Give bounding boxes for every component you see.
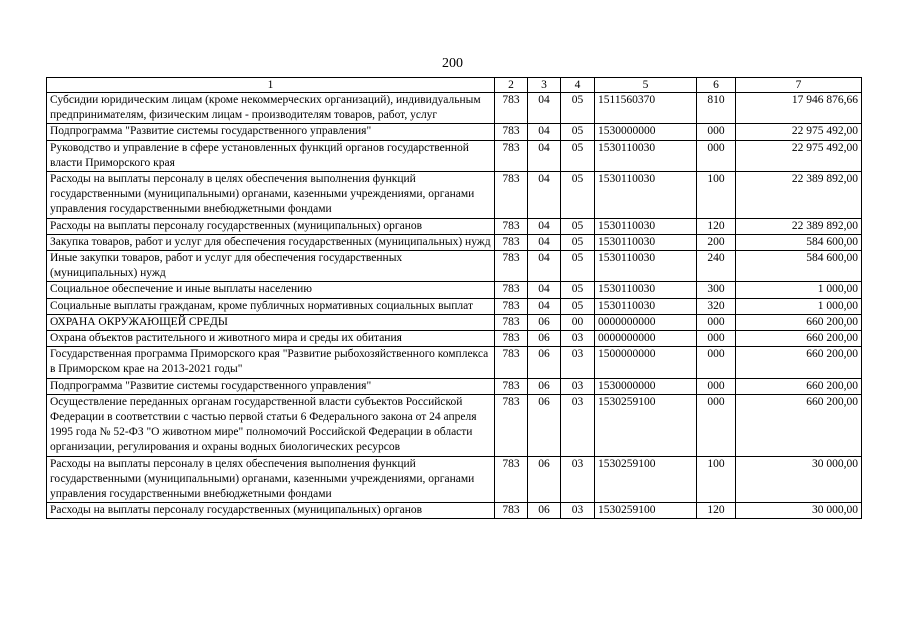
amount-cell: 22 389 892,00: [736, 218, 862, 234]
amount-cell: 30 000,00: [736, 456, 862, 503]
target-article-cell: 1530110030: [595, 282, 697, 298]
amount-cell: 22 975 492,00: [736, 140, 862, 171]
column-header: 6: [697, 78, 736, 93]
ministry-code-cell: 783: [495, 347, 528, 378]
subsection-code-cell: 05: [561, 140, 595, 171]
subsection-code-cell: 03: [561, 503, 595, 519]
expense-type-cell: 000: [697, 331, 736, 347]
target-article-cell: 1530110030: [595, 172, 697, 219]
table-row: [47, 282, 862, 298]
column-header: 5: [595, 78, 697, 93]
section-code-cell: 04: [528, 124, 561, 140]
row-name-cell: Социальные выплаты гражданам, кроме публичных нормативных социальных выплат: [47, 298, 495, 314]
subsection-code-cell: 03: [561, 331, 595, 347]
ministry-code-cell: 783: [495, 503, 528, 519]
expense-type-cell: 000: [697, 314, 736, 330]
amount-cell: 30 000,00: [736, 503, 862, 519]
expense-type-cell: 000: [697, 140, 736, 171]
target-article-cell: 1530259100: [595, 456, 697, 503]
column-header: 4: [561, 78, 595, 93]
section-code-cell: 04: [528, 234, 561, 250]
amount-cell: 660 200,00: [736, 314, 862, 330]
section-code-cell: 06: [528, 331, 561, 347]
target-article-cell: 1530110030: [595, 251, 697, 282]
section-code-cell: 04: [528, 172, 561, 219]
expense-type-cell: 100: [697, 456, 736, 503]
subsection-code-cell: 05: [561, 282, 595, 298]
table-row: [47, 124, 862, 140]
table-row: [47, 218, 862, 234]
subsection-code-cell: 05: [561, 93, 595, 124]
table-row: [47, 314, 862, 330]
expense-type-cell: 000: [697, 124, 736, 140]
target-article-cell: 1530000000: [595, 378, 697, 394]
table-row: [47, 234, 862, 250]
expense-type-cell: 300: [697, 282, 736, 298]
row-name-cell: ОХРАНА ОКРУЖАЮЩЕЙ СРЕДЫ: [47, 314, 495, 330]
section-code-cell: 06: [528, 378, 561, 394]
section-code-cell: 06: [528, 314, 561, 330]
target-article-cell: 1530259100: [595, 394, 697, 456]
table-row: [47, 93, 862, 124]
ministry-code-cell: 783: [495, 251, 528, 282]
amount-cell: 660 200,00: [736, 347, 862, 378]
row-name-cell: Подпрограмма "Развитие системы государственного управления": [47, 124, 495, 140]
ministry-code-cell: 783: [495, 140, 528, 171]
column-header: 1: [47, 78, 495, 93]
section-code-cell: 04: [528, 282, 561, 298]
expense-type-cell: 320: [697, 298, 736, 314]
target-article-cell: 1530110030: [595, 218, 697, 234]
target-article-cell: 1511560370: [595, 93, 697, 124]
section-code-cell: 06: [528, 347, 561, 378]
subsection-code-cell: 03: [561, 394, 595, 456]
section-code-cell: 04: [528, 140, 561, 171]
target-article-cell: 0000000000: [595, 331, 697, 347]
ministry-code-cell: 783: [495, 172, 528, 219]
row-name-cell: Закупка товаров, работ и услуг для обеспечения государственных (муниципальных) нужд: [47, 234, 495, 250]
ministry-code-cell: 783: [495, 124, 528, 140]
page-number: 200: [442, 56, 463, 71]
table-row: [47, 331, 862, 347]
table-row: [47, 140, 862, 171]
ministry-code-cell: 783: [495, 456, 528, 503]
section-code-cell: 04: [528, 298, 561, 314]
amount-cell: 584 600,00: [736, 251, 862, 282]
section-code-cell: 04: [528, 251, 561, 282]
subsection-code-cell: 05: [561, 218, 595, 234]
table-row: [47, 347, 862, 378]
row-name-cell: Расходы на выплаты персоналу государственных (муниципальных) органов: [47, 503, 495, 519]
table-row: [47, 251, 862, 282]
row-name-cell: Охрана объектов растительного и животного мира и среды их обитания: [47, 331, 495, 347]
section-code-cell: 06: [528, 456, 561, 503]
row-name-cell: Расходы на выплаты персоналу в целях обеспечения выполнения функций государственными (муниципальными) органами, казенными учреждениями, органами управления государственными внебюджетными фондами: [47, 172, 495, 219]
subsection-code-cell: 05: [561, 251, 595, 282]
row-name-cell: Осуществление переданных органам государственной власти субъектов Российской Федерации в соответствии с частью первой статьи 6 Федерального закона от 24 апреля 1995 года № 52-ФЗ "О животном мире" полномочий Российской Федерации в области организации, регулирования и охраны водных биологических ресурсов: [47, 394, 495, 456]
expense-type-cell: 120: [697, 503, 736, 519]
budget-table: [46, 77, 862, 519]
table-row: [47, 378, 862, 394]
subsection-code-cell: 03: [561, 456, 595, 503]
amount-cell: 584 600,00: [736, 234, 862, 250]
amount-cell: 660 200,00: [736, 378, 862, 394]
amount-cell: 22 389 892,00: [736, 172, 862, 219]
column-header: 3: [528, 78, 561, 93]
expense-type-cell: 000: [697, 347, 736, 378]
subsection-code-cell: 00: [561, 314, 595, 330]
ministry-code-cell: 783: [495, 378, 528, 394]
row-name-cell: Иные закупки товаров, работ и услуг для обеспечения государственных (муниципальных) нужд: [47, 251, 495, 282]
amount-cell: 17 946 876,66: [736, 93, 862, 124]
target-article-cell: 1530000000: [595, 124, 697, 140]
subsection-code-cell: 05: [561, 298, 595, 314]
table-row: [47, 172, 862, 219]
expense-type-cell: 200: [697, 234, 736, 250]
row-name-cell: Расходы на выплаты персоналу в целях обеспечения выполнения функций государственными (муниципальными) органами, казенными учреждениями, органами управления государственными внебюджетными фондами: [47, 456, 495, 503]
section-code-cell: 06: [528, 503, 561, 519]
section-code-cell: 04: [528, 218, 561, 234]
subsection-code-cell: 05: [561, 234, 595, 250]
expense-type-cell: 120: [697, 218, 736, 234]
header-row: [47, 78, 862, 93]
table-row: [47, 298, 862, 314]
ministry-code-cell: 783: [495, 93, 528, 124]
subsection-code-cell: 03: [561, 378, 595, 394]
amount-cell: 1 000,00: [736, 298, 862, 314]
amount-cell: 660 200,00: [736, 394, 862, 456]
row-name-cell: Подпрограмма "Развитие системы государственного управления": [47, 378, 495, 394]
expense-type-cell: 000: [697, 394, 736, 456]
target-article-cell: 0000000000: [595, 314, 697, 330]
table-row: [47, 503, 862, 519]
expense-type-cell: 810: [697, 93, 736, 124]
expense-type-cell: 240: [697, 251, 736, 282]
ministry-code-cell: 783: [495, 298, 528, 314]
target-article-cell: 1530110030: [595, 234, 697, 250]
target-article-cell: 1530110030: [595, 298, 697, 314]
ministry-code-cell: 783: [495, 218, 528, 234]
ministry-code-cell: 783: [495, 331, 528, 347]
expense-type-cell: 100: [697, 172, 736, 219]
target-article-cell: 1500000000: [595, 347, 697, 378]
expense-type-cell: 000: [697, 378, 736, 394]
amount-cell: 660 200,00: [736, 331, 862, 347]
row-name-cell: Социальное обеспечение и иные выплаты населению: [47, 282, 495, 298]
ministry-code-cell: 783: [495, 394, 528, 456]
column-header: 2: [495, 78, 528, 93]
row-name-cell: Расходы на выплаты персоналу государственных (муниципальных) органов: [47, 218, 495, 234]
ministry-code-cell: 783: [495, 282, 528, 298]
subsection-code-cell: 05: [561, 172, 595, 219]
table-row: [47, 456, 862, 503]
table-row: [47, 394, 862, 456]
amount-cell: 22 975 492,00: [736, 124, 862, 140]
row-name-cell: Руководство и управление в сфере установленных функций органов государственной власти Приморского края: [47, 140, 495, 171]
row-name-cell: Государственная программа Приморского края "Развитие рыбохозяйственного комплекса в Приморском крае на 2013-2021 годы": [47, 347, 495, 378]
row-name-cell: Субсидии юридическим лицам (кроме некоммерческих организаций), индивидуальным предпринимателям, физическим лицам - производителям товаров, работ, услуг: [47, 93, 495, 124]
subsection-code-cell: 05: [561, 124, 595, 140]
column-header: 7: [736, 78, 862, 93]
section-code-cell: 06: [528, 394, 561, 456]
subsection-code-cell: 03: [561, 347, 595, 378]
amount-cell: 1 000,00: [736, 282, 862, 298]
target-article-cell: 1530110030: [595, 140, 697, 171]
ministry-code-cell: 783: [495, 234, 528, 250]
target-article-cell: 1530259100: [595, 503, 697, 519]
ministry-code-cell: 783: [495, 314, 528, 330]
section-code-cell: 04: [528, 93, 561, 124]
